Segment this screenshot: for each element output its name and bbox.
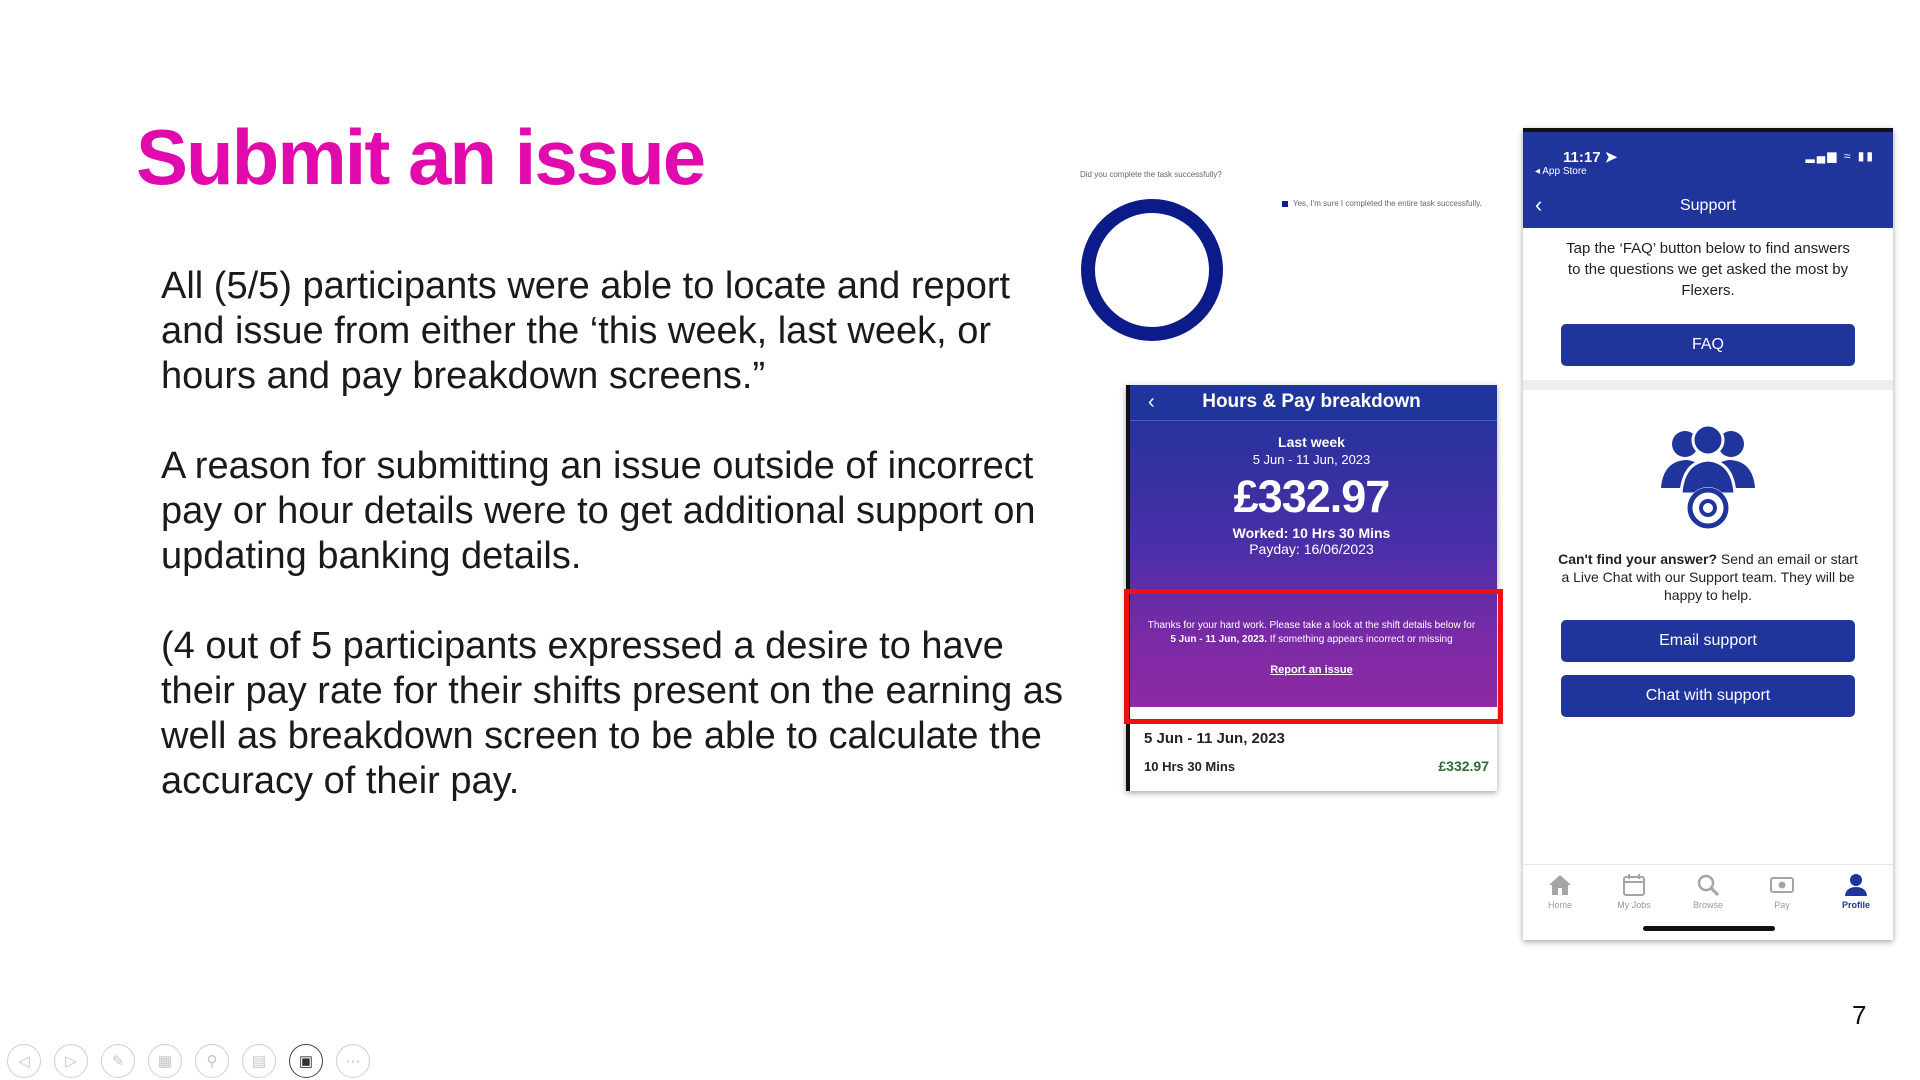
- slide-title: Submit an issue: [136, 113, 705, 201]
- subtitles-icon: ▤: [251, 1053, 267, 1070]
- home-indicator[interactable]: [1643, 926, 1775, 931]
- previous-icon: ◁: [18, 1053, 30, 1070]
- status-icons: [1806, 149, 1875, 163]
- report-issue-link[interactable]: Report an issue: [1270, 664, 1353, 676]
- cant-find-bold: Can't find your answer?: [1558, 551, 1718, 567]
- wifi-icon: ≈: [1843, 149, 1853, 163]
- battery-icon: ▮▮: [1857, 149, 1875, 163]
- support-header: [1523, 132, 1893, 228]
- card-edge: [1126, 385, 1130, 791]
- chevron-left-icon[interactable]: ‹: [1148, 391, 1155, 413]
- tab-home[interactable]: [1523, 873, 1597, 910]
- tab-profile[interactable]: [1819, 873, 1893, 910]
- highlight-box: [1124, 589, 1503, 724]
- period-date-range: 5 Jun - 11 Jun, 2023: [1252, 452, 1371, 467]
- shift-row-amount: £332.97: [1438, 758, 1489, 774]
- status-time: [1563, 148, 1617, 166]
- see-all-slides-button[interactable]: [148, 1044, 182, 1078]
- survey-question: Did you complete the task successfully?: [1080, 170, 1222, 179]
- pen-tool-button[interactable]: [101, 1044, 135, 1078]
- profile-icon: [1843, 873, 1869, 897]
- shift-row-date[interactable]: 5 Jun - 11 Jun, 2023: [1144, 730, 1285, 747]
- email-support-button[interactable]: Email support: [1561, 620, 1855, 662]
- cant-find-answer-text: [1553, 550, 1863, 604]
- next-icon: ▷: [65, 1053, 77, 1070]
- chat-support-button[interactable]: Chat with support: [1561, 675, 1855, 717]
- tab-label: My Jobs: [1617, 900, 1651, 910]
- shift-row-hours: 10 Hrs 30 Mins: [1144, 759, 1236, 774]
- tab-browse[interactable]: [1671, 873, 1745, 910]
- tab-label: Home: [1547, 900, 1572, 910]
- tab-label: Browse: [1692, 900, 1723, 910]
- payday-date: Payday: 16/06/2023: [1249, 541, 1374, 557]
- section-divider: [1523, 380, 1893, 390]
- hours-pay-card: [1126, 385, 1497, 791]
- chevron-left-icon[interactable]: ‹: [1535, 192, 1543, 217]
- thanks-text: Thanks for your hard work. Please take a look at the shift details below for: [1147, 620, 1476, 631]
- tab-pay[interactable]: [1745, 873, 1819, 910]
- support-team-icon: [1653, 422, 1763, 532]
- page-number: 7: [1852, 1000, 1867, 1030]
- thanks-text-end: If something appears incorrect or missing: [1267, 634, 1453, 645]
- location-arrow-icon: ➤: [1604, 149, 1618, 166]
- zoom-icon: ⚲: [206, 1053, 218, 1070]
- support-screen: [1523, 128, 1893, 940]
- camera-icon: ▣: [298, 1053, 314, 1070]
- more-options-button[interactable]: [336, 1044, 370, 1078]
- legend-label: Yes, I'm sure I completed the entire task successfully.: [1293, 199, 1482, 208]
- donut-slice-yes: [1088, 206, 1216, 334]
- support-title: Support: [1679, 197, 1737, 214]
- pen-icon: ✎: [111, 1053, 125, 1070]
- signal-icon: ▂▄▆: [1805, 149, 1839, 163]
- camera-button[interactable]: [289, 1044, 323, 1078]
- paragraph-locate-report: All (5/5) participants were able to locate and report and issue from either the ‘this week, last week, or hours and pay breakdown screens.”: [161, 265, 1011, 397]
- next-slide-button[interactable]: [54, 1044, 88, 1078]
- faq-button[interactable]: FAQ: [1561, 324, 1855, 366]
- back-to-app-store[interactable]: ◂ App Store: [1535, 166, 1587, 177]
- thanks-date: 5 Jun - 11 Jun, 2023.: [1170, 634, 1268, 645]
- home-icon: [1547, 873, 1573, 897]
- tab-my-jobs[interactable]: [1597, 873, 1671, 910]
- tab-label: Profile: [1841, 900, 1870, 910]
- hours-pay-title: Hours & Pay breakdown: [1202, 391, 1421, 412]
- hours-pay-header: [1126, 385, 1497, 421]
- cash-icon: [1769, 873, 1795, 897]
- worked-hours: Worked: 10 Hrs 30 Mins: [1232, 525, 1391, 541]
- previous-slide-button[interactable]: [7, 1044, 41, 1078]
- status-time-text: 11:17: [1563, 149, 1601, 166]
- more-icon: ⋯: [345, 1053, 361, 1070]
- grid-icon: ▦: [157, 1053, 173, 1070]
- legend-swatch: [1282, 201, 1288, 207]
- pay-amount: £332.97: [1233, 471, 1390, 522]
- calendar-icon: [1621, 873, 1647, 897]
- search-icon: [1695, 873, 1721, 897]
- tab-label: Pay: [1774, 900, 1790, 910]
- paragraph-banking-support: A reason for submitting an issue outside of incorrect pay or hour details were to get additional support on updating banking details.: [161, 445, 1036, 577]
- subtitles-button[interactable]: [242, 1044, 276, 1078]
- faq-description: Tap the ‘FAQ’ button below to find answers to the questions we get asked the most by Flexers.: [1566, 240, 1850, 299]
- survey-donut-chart: [1080, 198, 1224, 342]
- cant-find-body: Send an email or start a Live Chat with our Support team. They will be happy to help.: [1561, 551, 1858, 603]
- paragraph-pay-rate: (4 out of 5 participants expressed a desire to have their pay rate for their shifts present on the earning as well as breakdown screen to be able to calculate the accuracy of their pay.: [161, 625, 1063, 802]
- survey-legend: [1282, 199, 1482, 208]
- period-label: Last week: [1278, 434, 1345, 450]
- zoom-button[interactable]: [195, 1044, 229, 1078]
